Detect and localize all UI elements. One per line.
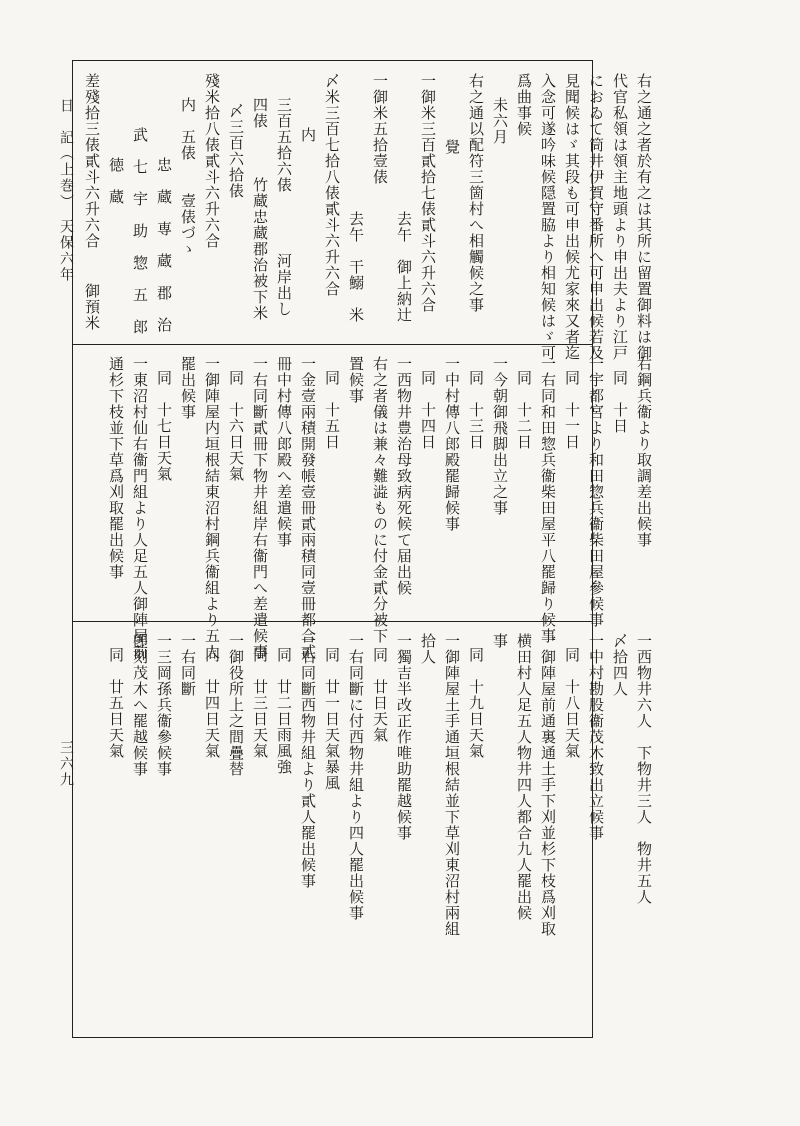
text-column: 殘米拾八俵貳斗六升六合 [203,73,221,249]
text-column: 一右同斷西物井組より貳人罷出候事 [299,633,317,889]
section-3 [73,621,653,1039]
text-column: 一西物井豊治母致病死候て届出候 [395,356,413,596]
text-column: 一右同斷貳冊下物井組岸右衞門へ差遣候事 [251,356,269,660]
text-column: 卽刻茂木へ罷越候事 [131,633,149,777]
text-column: 右之通以配符三箇村へ相觸候之事 [467,73,485,313]
text-column: 同 廿一日天氣暴風 [323,647,341,791]
text-column: 同 十一日 [563,370,581,450]
text-column: 見聞候はゞ其段も可申出候尤家來又者迄 [563,73,581,361]
text-column: 同 十九日天氣 [467,647,485,759]
text-column: 一東沼村仙右衞門組より人足五人御陣屋前 [131,356,149,660]
text-column: 爲曲事候 [515,73,533,137]
text-column: 一御役所上之間疊替 [227,633,245,777]
text-column: 同 廿三日天氣 [251,647,269,759]
text-column: 一右同斷に付西物井組より四人罷出候事 [347,633,365,921]
text-column: 忠 蔵 専 蔵 郡 治 [155,157,173,333]
text-column: 一御陣屋土手通垣根結並下草刈東沼村兩組 [443,633,461,937]
text-column: 徳 蔵 [107,157,125,205]
text-column: 一獨吉半改正作唯助罷越候事 [395,633,413,841]
text-column: 同 十日 [611,370,629,434]
text-column: 一中村傳八郎殿罷歸候事 [443,356,461,532]
text-column: 一三岡孫兵衞參候事 [155,633,173,777]
text-column: 代官私領は領主地頭より申出夫より江戸 [611,73,629,361]
text-column: 竹蔵忠蔵郡治被下米 [251,177,269,321]
text-column: 置候事 [347,356,365,404]
text-column: 拾人 [419,633,437,665]
text-column: 一右同和田惣兵衞柴田屋平八罷歸り候事 [539,356,557,644]
text-column: 同 廿日天氣 [371,647,389,743]
text-column: 一今朝御飛脚出立之事 [491,356,509,516]
text-column: 一御米五拾壹俵 [371,73,389,185]
text-column: 同 廿四日天氣 [203,647,221,759]
page-number: 三六九 [58,740,74,788]
text-column: 同 十四日 [419,370,437,450]
text-column: 右鋼兵衞より取調差出候事 [635,356,653,548]
text-column: 一右同斷 [179,633,197,697]
text-column: 一金壹兩積開發帳壹冊貳兩積同壹冊都合貳 [299,356,317,660]
text-column: 〆拾四人 [611,633,629,697]
text-column: 一御米三百貳拾七俵貳斗六升六合 [419,73,437,313]
text-column: 三百五拾六俵 [275,97,293,193]
text-column: 一御陣屋内垣根結東沼村鋼兵衞組より五人 [203,356,221,660]
text-column: 右之通之者於有之は其所に留置御料は御 [635,73,653,361]
text-column: 去午 御上納辻 [395,211,413,323]
text-column: 内 五俵 壹俵づゝ [179,97,197,257]
text-column: 同 十二日 [515,370,533,450]
text-column: 内 [299,127,317,143]
text-column: 差殘拾三俵貳斗六升六合 [83,73,101,249]
text-column: 〆三百六拾俵 [227,103,245,199]
text-column: 同 十六日天氣 [227,370,245,482]
text-column: 事 [491,633,509,649]
text-column: 一御陣屋前通裏通土手下刈並杉下枝爲刈取 [539,633,557,937]
text-column: 一西物井六人 下物井三人 物井五人 [635,633,653,905]
text-column: 同 廿二日雨風強 [275,647,293,775]
text-column: 未六月 [491,97,509,145]
text-column: におゐて筒井伊賀守番所へ可申出候若及 [587,73,605,361]
text-column: 同 十五日 [323,370,341,450]
text-column: 武 七 宇 助 惣 五 郎 [131,127,149,335]
text-frame [72,60,653,1038]
text-column: 入念可遂吟味候隠置脇より相知候はゞ可 [539,73,557,361]
text-column: 一中村勘股衞茂木致出立候事 [587,633,605,841]
text-column: 同 廿五日天氣 [107,647,125,759]
text-column: 御預米 [83,283,101,331]
text-column: 四俵 [251,97,269,129]
text-column: 一宇都宮より和田惣兵衞柴田屋參候事 [587,356,605,628]
text-column: 横田村人足五人物井四人都合九人罷出候 [515,633,533,921]
text-column: 同 十三日 [467,370,485,450]
text-column: 冊中村傳八郎殿へ差遣候事 [275,356,293,548]
section-1 [73,61,653,361]
text-column: 去午 干鰯 米 [347,211,365,323]
text-column: 通杉下枝並下草爲刈取罷出候事 [107,356,125,580]
running-head-left: 日 記（上巻） 天保六年 [58,98,74,283]
text-column: 覺 [443,139,461,155]
text-column: 右之者儀は兼々難澁ものに付金貳分被下 [371,356,389,644]
text-column: 河岸出し [275,253,293,317]
text-column: 同 十八日天氣 [563,647,581,759]
text-column: 〆米三百七拾八俵貳斗六升六合 [323,73,341,297]
text-column: 罷出候事 [179,356,197,420]
text-column: 同 十七日天氣 [155,370,173,482]
